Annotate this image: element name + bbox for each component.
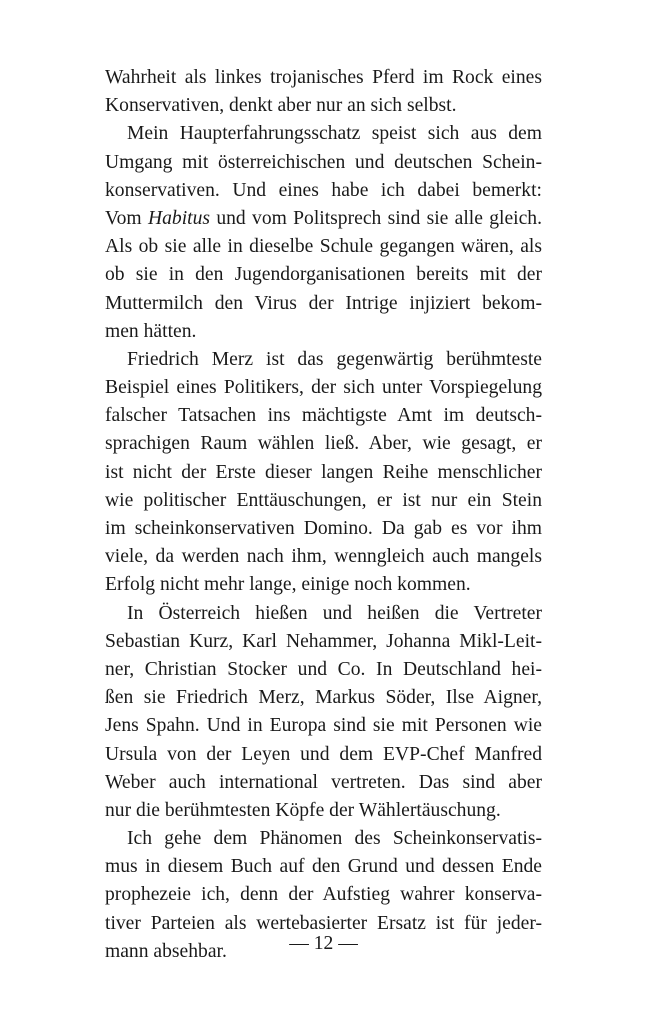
text-line: tiver Parteien als wertebasierter Ersatz ist für jeder- [105, 912, 542, 934]
italic-word: Habitus [147, 207, 211, 229]
text-line: ßen sie Friedrich Merz, Markus Söder, Ilse Aigner, [105, 687, 542, 709]
text-line: sprachigen Raum wählen ließ. Aber, wie gesagt, er [105, 433, 542, 455]
text-line: ob sie in den Jugendorganisationen bereits mit der [105, 264, 542, 286]
text-line: Umgang mit österreichischen und deutschen Schein- [105, 151, 542, 173]
text-line: Weber auch international vertreten. Das sind aber [105, 771, 542, 793]
text-line: nur die berühmtesten Köpfe der Wählertäuschung. [105, 799, 501, 821]
text-line: prophezeie ich, denn der Aufstieg wahrer konserva- [105, 884, 542, 906]
text-line: im scheinkonservativen Domino. Da gab es vor ihm [105, 518, 542, 539]
text-line: viele, da werden nach ihm, wenngleich auch mangels [105, 546, 542, 568]
page-number: — 12 — [289, 933, 358, 954]
paragraph-first-line: Ich gehe dem Phänomen des Scheinkonservatis- [127, 828, 542, 850]
paragraph-first-line: In Österreich hießen und heißen die Vertreter [127, 602, 542, 624]
text-segment: Vom [105, 207, 148, 229]
text-line: Sebastian Kurz, Karl Nehammer, Johanna Mikl-Leit- [105, 630, 542, 652]
text-line: Beispiel eines Politikers, der sich unter Vorspiegelung [105, 377, 542, 399]
text-line: ner, Christian Stocker und Co. In Deutschland hei- [105, 658, 542, 680]
text-line: Muttermilch den Virus der Intrige injiziert bekom- [105, 292, 542, 314]
text-line: Wahrheit als linkes trojanisches Pferd im Rock eines [105, 67, 542, 88]
paragraph-first-line: Mein Haupterfahrungsschatz speist sich aus dem [127, 123, 542, 145]
text-line: men hätten. [105, 320, 197, 342]
text-line: mus in diesem Buch auf den Grund und dessen Ende [105, 856, 542, 878]
paragraph-first-line: Friedrich Merz ist das gegenwärtig berühmteste [127, 348, 542, 370]
text-line: konservativen. Und eines habe ich dabei bemerkt: [105, 179, 542, 201]
text-line: Konservativen, denkt aber nur an sich selbst. [105, 95, 457, 117]
text-line: Erfolg nicht mehr lange, einige noch kommen. [105, 574, 471, 596]
text-line: mann absehbar. [105, 940, 227, 962]
text-line: Ursula von der Leyen und dem EVP-Chef Manfred [105, 743, 542, 765]
text-line: Jens Spahn. Und in Europa sind sie mit Personen wie [105, 715, 542, 737]
text-line [105, 205, 542, 233]
text-line: ist nicht der Erste dieser langen Reihe menschlicher [105, 461, 542, 483]
text-line: wie politischer Enttäuschungen, er ist nur ein Stein [105, 489, 542, 511]
body-text [105, 64, 542, 966]
text-line: falscher Tatsachen ins mächtigste Amt im deutsch- [105, 405, 542, 427]
text-line: Als ob sie alle in dieselbe Schule gegangen wären, als [105, 236, 542, 258]
text-segment: und vom Politsprech sind sie alle gleich. [210, 207, 542, 229]
